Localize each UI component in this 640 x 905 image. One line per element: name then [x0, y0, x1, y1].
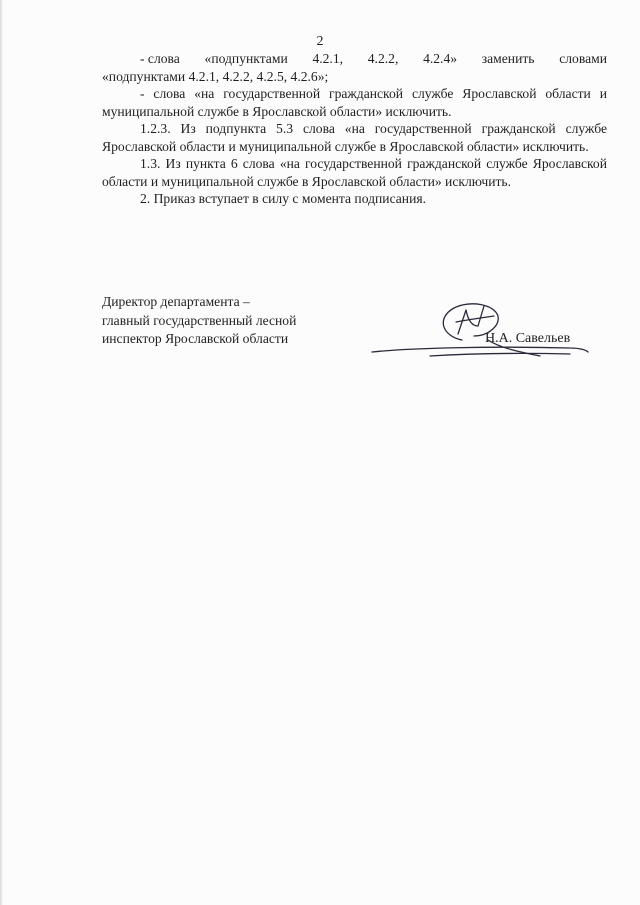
page-number: 2: [316, 34, 324, 49]
paragraph-4: 1.3. Из пункта 6 слова «на государственной гражданской службе Ярославской области и муниципальной службе в Ярославской области» исключить.: [102, 156, 607, 189]
paragraph-1-continuation: «подпунктами 4.2.1, 4.2.2, 4.2.5, 4.2.6»;: [102, 68, 329, 84]
signer-name: Н.А. Савельев: [485, 331, 571, 346]
p1-word: словами: [559, 51, 607, 66]
scan-edge-shadow: [0, 0, 3, 905]
paragraph-2: - слова «на государственной гражданской службе Ярославской области и муниципальной службе в Ярославской области» исключить.: [102, 86, 607, 119]
paragraph-5: 2. Приказ вступает в силу с момента подписания.: [140, 191, 426, 206]
p1-word: 4.2.4»: [423, 51, 458, 66]
position-line-3: инспектор Ярославской области: [102, 331, 289, 346]
p1-word: - слова: [140, 51, 180, 66]
signature-crossbar-stroke: [456, 316, 494, 322]
position-line-1: Директор департамента –: [102, 294, 250, 309]
p1-word: «подпунктами: [204, 51, 288, 66]
signature-underline-stroke: [372, 347, 588, 352]
position-line-2: главный государственный лесной: [102, 312, 297, 328]
paragraph-1-first-line: [102, 50, 607, 68]
paragraph-3: 1.2.3. Из подпункта 5.3 слова «на государственной гражданской службе Ярославской области и муниципальной службе в Ярославской области» исключить.: [102, 121, 607, 154]
document-body: [102, 50, 607, 208]
signatory-position: [102, 293, 362, 349]
signature-underline-stroke: [430, 353, 570, 356]
p1-word: заменить: [481, 51, 535, 66]
p1-word: 4.2.1,: [312, 51, 344, 66]
p1-word: 4.2.2,: [367, 51, 399, 66]
